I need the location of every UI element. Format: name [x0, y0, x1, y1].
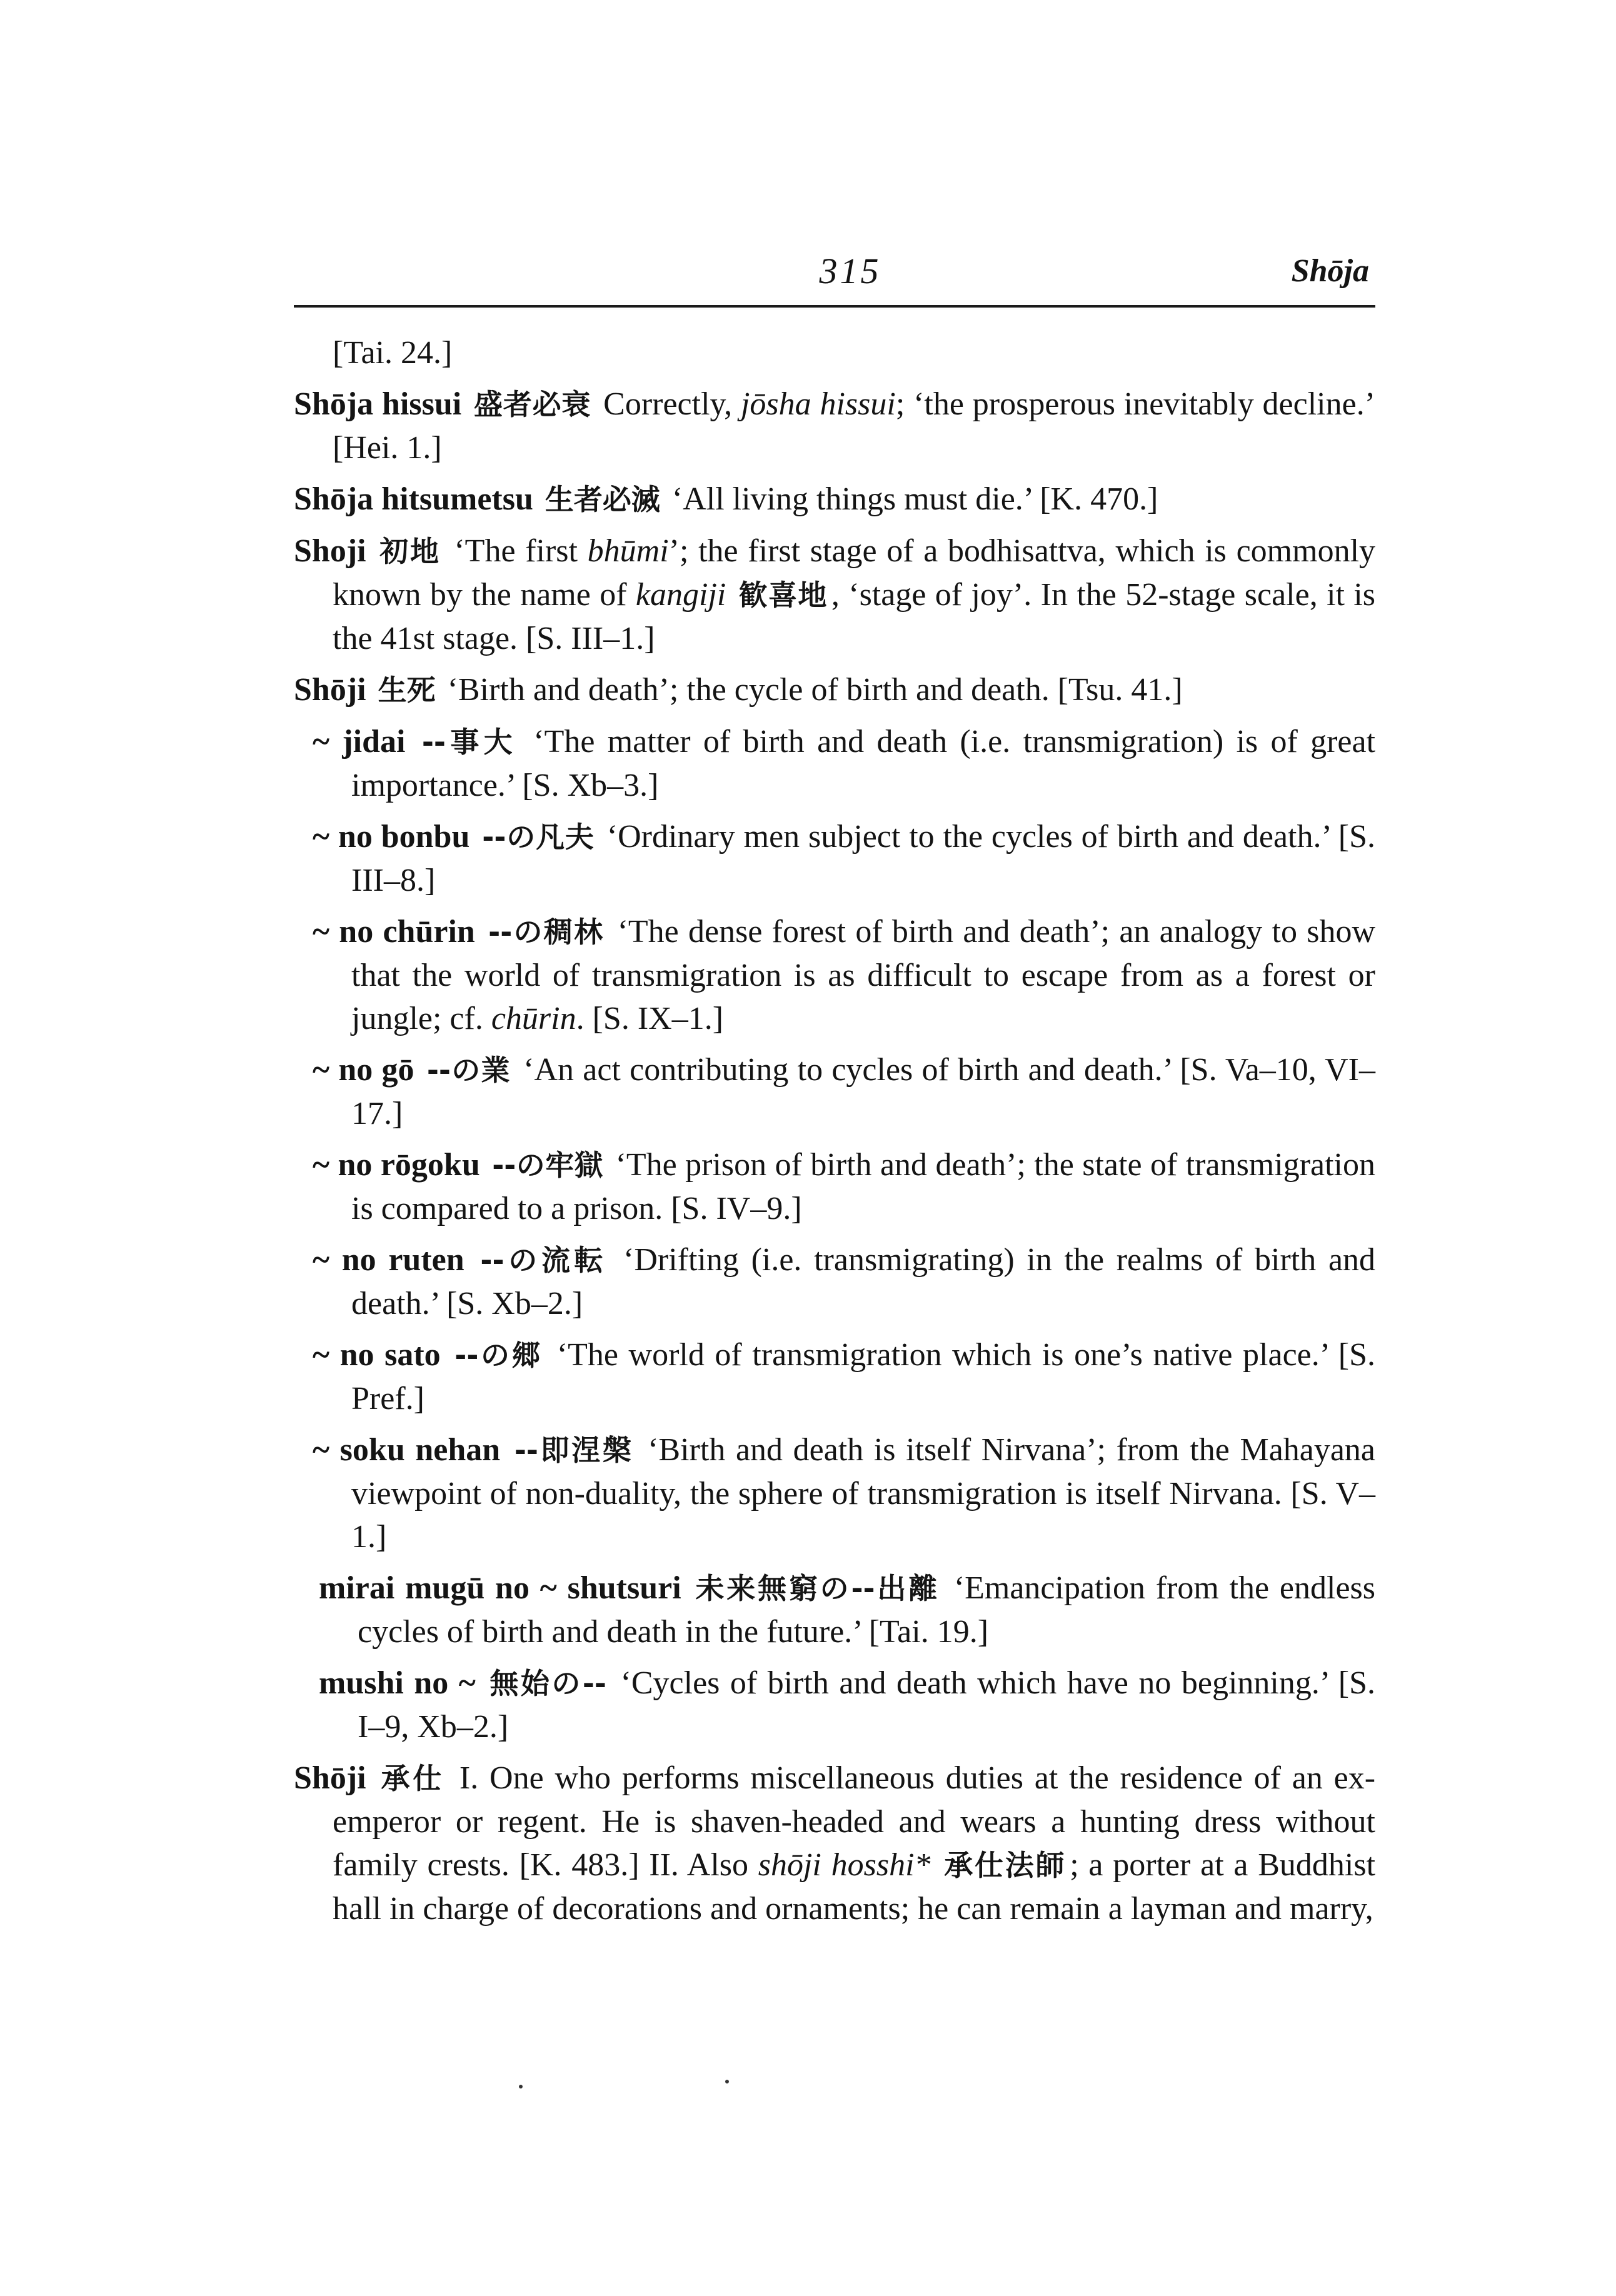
scan-specks: [500, 2085, 813, 2097]
entry-shoji-first-bhumi: Shoji 初地 ‘The first bhūmi’; the first stage of a bodhisattva, which is commonly known by the name of kangiji 歓喜地 , ‘stage of joy’. In the 52-stage scale, it is the 41st stage. [S. III–1.]: [294, 533, 1376, 656]
entry-kanji: --事大: [421, 725, 517, 759]
entry-term: ~ no rōgoku: [313, 1147, 480, 1183]
entry-kanji: --の牢獄: [492, 1148, 604, 1182]
dictionary-body: [294, 331, 1375, 1938]
entry-term: ~ no gō: [313, 1052, 414, 1088]
entry-term: ~ no bonbu: [313, 819, 470, 855]
running-head: Shōja: [1291, 253, 1369, 289]
entry-kanji: 初地: [379, 534, 441, 568]
page-number: 315: [819, 251, 881, 291]
entry-shoji-birth-death: Shōji 生死 ‘Birth and death’; the cycle of birth and death. [Tsu. 41.]: [294, 672, 1183, 708]
subentry-no-churin: ~ no chūrin --の稠林 ‘The dense forest of birth and death’; an analogy to show that the world of transmigration is as difficult to escape from as a forest or jungle; cf. chūrin. [S. IX–1.]: [313, 914, 1376, 1036]
entry-shoji-porter: Shōji 承仕 I. One who performs miscellaneous duties at the residence of an ex-emperor or regent. He is shaven-headed and wears a hunting dress without family crests. [K. 483.] II. Also shōji hosshi* 承仕法師 ; a porter at a Buddhist hall in charge of decorations and ornaments; he can remain a layman and marry,: [294, 1760, 1376, 1927]
entry-kanji: 承仕: [381, 1762, 445, 1795]
entry-kanji: --の流転: [480, 1243, 608, 1277]
subentry-no-bonbu: ~ no bonbu --の凡夫 ‘Ordinary men subject to the cycles of birth and death.’ [S. III–8.]: [313, 819, 1376, 898]
entry-kanji: --の業: [426, 1053, 511, 1087]
entry-continuation: [Tai. 24.]: [333, 335, 453, 371]
entry-kanji: --即涅槃: [514, 1433, 634, 1467]
entry-kanji: 未来無窮の--出離: [695, 1572, 940, 1605]
subentry-no-rogoku: ~ no rōgoku --の牢獄 ‘The prison of birth and death’; the state of transmigration is compared to a prison. [S. IV–9.]: [313, 1147, 1375, 1226]
subentry-no-go: ~ no gō --の業 ‘An act contributing to cycles of birth and death.’ [S. Va–10, VI–17.]: [313, 1052, 1376, 1131]
header-rule: [294, 305, 1375, 308]
subentry-no-ruten: ~ no ruten --の流転 ‘Drifting (i.e. transmigrating) in the realms of birth and death.’ [S. Xb–2.]: [313, 1242, 1376, 1321]
subentry-no-sato: ~ no sato --の郷 ‘The world of transmigration which is one’s native place.’ [S. Pref.]: [313, 1337, 1376, 1416]
speck: [519, 2085, 523, 2088]
subentry-mirai-mugu: mirai mugū no ~ shutsuri 未来無窮の--出離 ‘Emancipation from the endless cycles of birth and death in the future.’ [Tai. 19.]: [319, 1570, 1376, 1650]
entry-kanji: 生死: [378, 673, 436, 707]
entry-kanji: --の郷: [454, 1338, 543, 1372]
subentry-mushi-no: mushi no ~ 無始の-- ‘Cycles of birth and death which have no beginning.’ [S. I–9, Xb–2.]: [319, 1665, 1376, 1745]
entry-kanji: 無始の--: [489, 1667, 607, 1700]
entry-kanji: --の稠林: [488, 915, 605, 949]
entry-shoja-hitsumetsu: Shōja hitsumetsu 生者必滅 ‘All living things must die.’ [K. 470.]: [294, 481, 1158, 517]
entry-term: Shōji: [294, 672, 366, 708]
entry-term: ~ jidai: [313, 724, 406, 759]
entry-term: mirai mugū no ~ shutsuri: [319, 1570, 681, 1606]
page-header: [294, 250, 1375, 319]
entry-kanji: --の凡夫: [482, 820, 595, 854]
subentry-jidai: ~ jidai --事大 ‘The matter of birth and death (i.e. transmigration) is of great importance.’ [S. Xb–3.]: [313, 724, 1376, 803]
entry-term: mushi no ~: [319, 1665, 476, 1701]
entry-shoja-hissui: Shōja hissui 盛者必衰 Correctly, jōsha hissui; ‘the prosperous inevitably decline.’ [Hei. 1.]: [294, 386, 1376, 466]
entry-kanji: 盛者必衰: [474, 388, 591, 421]
entry-term: Shoji: [294, 533, 366, 569]
entry-term: ~ no ruten: [313, 1242, 464, 1278]
entry-term: ~ soku nehan: [313, 1432, 501, 1468]
subentry-soku-nehan: ~ soku nehan --即涅槃 ‘Birth and death is itself Nirvana’; from the Mahayana viewpoint of non-duality, the sphere of transmigration is itself Nirvana. [S. V–1.]: [313, 1432, 1376, 1555]
entry-term: Shōja hitsumetsu: [294, 481, 533, 517]
speck: [725, 2080, 729, 2083]
entry-term: ~ no chūrin: [313, 914, 475, 950]
entry-term: ~ no sato: [313, 1337, 441, 1373]
entry-kanji: 生者必滅: [545, 483, 660, 516]
entry-term: Shōja hissui: [294, 386, 462, 422]
entry-term: Shōji: [294, 1760, 366, 1796]
